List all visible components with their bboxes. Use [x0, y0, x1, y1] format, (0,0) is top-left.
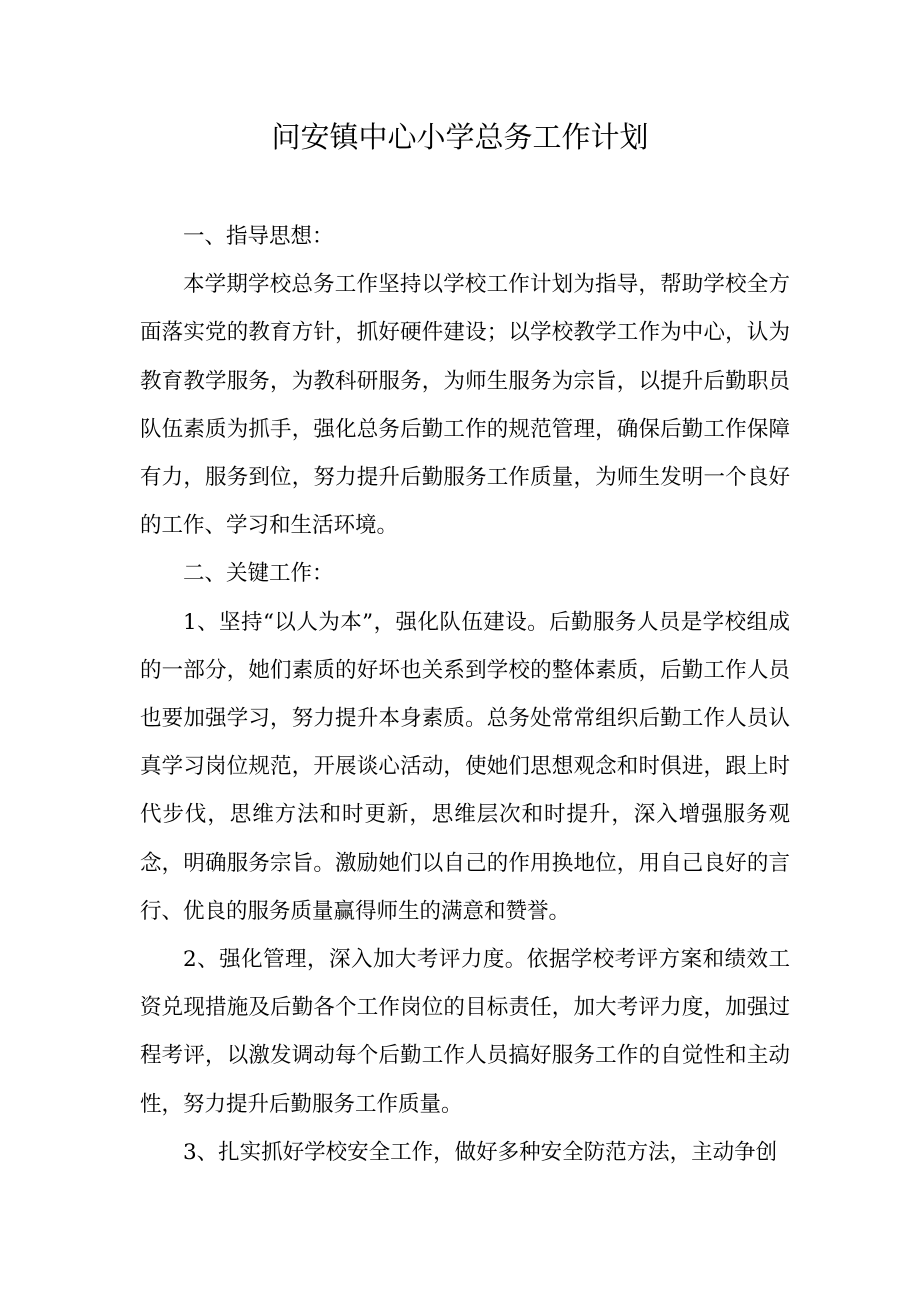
- document-body: [140, 213, 790, 1177]
- section-heading-key-work: 二、关键工作：: [183, 561, 334, 587]
- section-heading-guiding-thought: 一、指导思想：: [183, 224, 334, 249]
- page-title: 问安镇中心小学总务工作计划: [271, 120, 649, 154]
- paragraph-key-work-2: 2、强化管理，深入加大考评力度。依据学校考评方案和绩效工资兑现措施及后勤各个工作岗位的目标责任，加大考评力度，加强过程考评，以激发调动每个后勤工作人员搞好服务工作的自觉性和主动性，努力提升后勤服务工作质量。: [140, 947, 790, 1117]
- paragraph-key-work-1: 1、坚持“以人为本”，强化队伍建设。后勤服务人员是学校组成的一部分，她们素质的好坏也关系到学校的整体素质，后勤工作人员也要加强学习，努力提升本身素质。总务处常常组织后勤工作人员认真学习岗位规范，开展谈心活动，使她们思想观念和时俱进，跟上时代步伐，思维方法和时更新，思维层次和时提升，深入增强服务观念，明确服务宗旨。激励她们以自己的作用换地位，用自己良好的言行、优良的服务质量赢得师生的满意和赞誉。: [140, 609, 790, 924]
- paragraph-guiding-thought: 本学期学校总务工作坚持以学校工作计划为指导，帮助学校全方面落实党的教育方针，抓好硬件建设；以学校教学工作为中心，认为教育教学服务，为教科研服务，为师生服务为宗旨，以提升后勤职员队伍素质为抓手，强化总务后勤工作的规范管理，确保后勤工作保障有力，服务到位，努力提升后勤服务工作质量，为师生发明一个良好的工作、学习和生活环境。: [140, 272, 790, 539]
- paragraph-key-work-3: 3、扎实抓好学校安全工作，做好多种安全防范方法，主动争创: [183, 1139, 778, 1165]
